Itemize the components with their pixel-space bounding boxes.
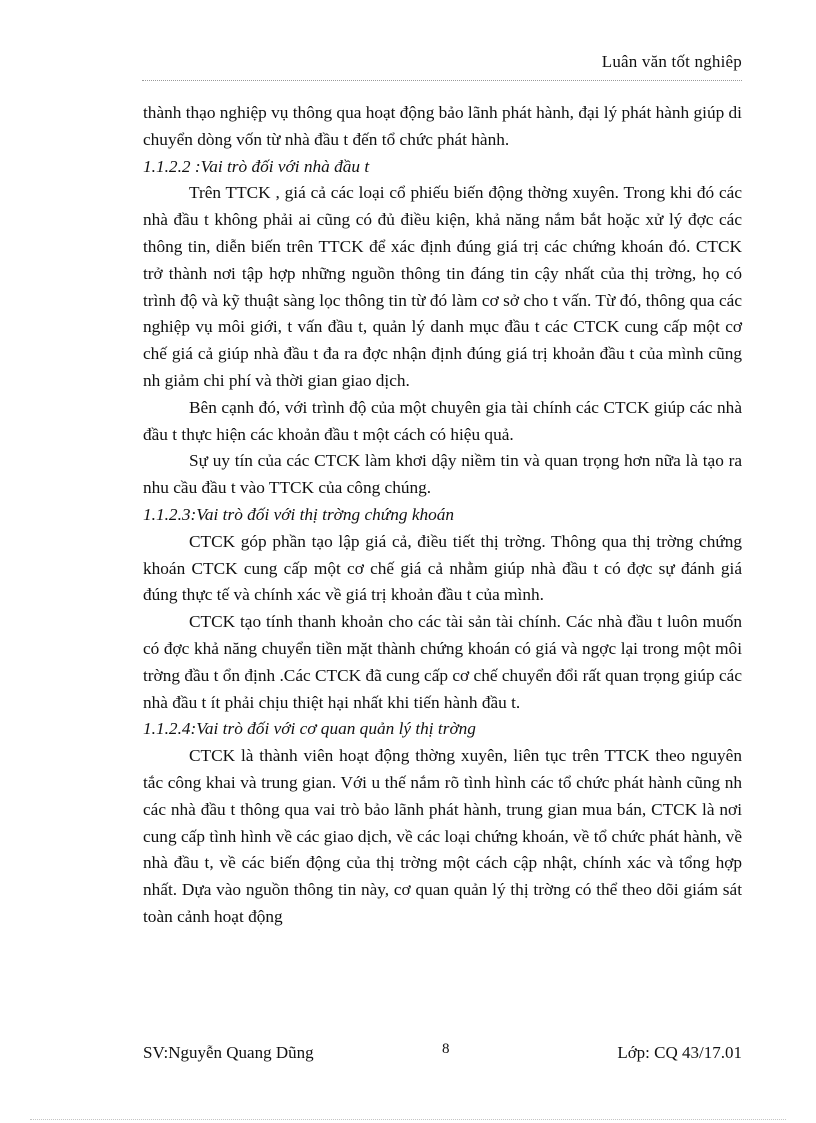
paragraph-trust: Sự uy tín của các CTCK làm khơi dậy niềm tin và quan trọng hơn nữa là tạo ra nhu cầu đầu t vào TTCK của công chúng.: [143, 451, 742, 498]
page-number: 8: [442, 1041, 450, 1057]
paragraph-expertise: Bên cạnh đó, với trình độ của một chuyên gia tài chính các CTCK giúp các nhà đầu t thực hiện các khoản đầu t một cách có hiệu quả.: [143, 397, 742, 444]
section-heading-investor-role: 1.1.2.2 :Vai trò đối với nhà đầu t: [143, 156, 370, 176]
header-divider: [142, 80, 742, 81]
page-bottom-divider: [30, 1119, 786, 1120]
paragraph-continuation: thành thạo nghiệp vụ thông qua hoạt động bảo lãnh phát hành, đại lý phát hành giúp di chuyển dòng vốn từ nhà đầu t đến tổ chức phát hành.: [143, 103, 742, 149]
paragraph-regulator-info: CTCK là thành viên hoạt động thờng xuyên, liên tục trên TTCK theo nguyên tắc công khai và trung gian. Với u thế nắm rõ tình hình các tổ chức phát hành cũng nh các nhà đầu t thông qua vai trò bảo lãnh phát hành, trung gian mua bán, CTCK là nơi cung cấp tình hình về các giao dịch, về các loại chứng khoán, về tổ chức phát hành, về nhà đầu t, về các biến động của thị trờng một cách cập nhật, chính xác và tổng hợp nhất. Dựa vào nguồn thông tin này, cơ quan quản lý thị trờng có thể theo dõi giám sát toàn cảnh hoạt động: [143, 746, 742, 926]
running-header-title: Luân văn tốt nghiêp: [601, 52, 742, 71]
paragraph-investor-info: Trên TTCK , giá cả các loại cổ phiếu biến động thờng xuyên. Trong khi đó các nhà đầu t không phải ai cũng có đủ điều kiện, khả năng nắm bắt hoặc xử lý đợc các thông tin, diễn biến trên TTCK để xác định đúng giá trị các chứng khoán đó. CTCK trở thành nơi tập hợp những nguồn thông tin đáng tin cậy nhất của thị trờng, họ có trình độ và kỹ thuật sàng lọc thông tin từ đó làm cơ sở cho t vấn. Từ đó, thông qua các nghiệp vụ môi giới, t vấn đầu t, quản lý danh mục đầu t các CTCK cung cấp một cơ chế giá cả giúp nhà đầu t đa ra đợc nhận định đúng giá trị khoản đầu t của mình cũng nh giảm chi phí và thời gian giao dịch.: [143, 183, 742, 390]
section-heading-market-role: 1.1.2.3:Vai trò đối với thị trờng chứng khoán: [143, 504, 455, 524]
footer-class-code: Lớp: CQ 43/17.01: [617, 1043, 742, 1062]
footer-student-name: SV:Nguyễn Quang Dũng: [143, 1043, 314, 1062]
paragraph-liquidity: CTCK tạo tính thanh khoản cho các tài sản tài chính. Các nhà đầu t luôn muốn có đợc khả năng chuyển tiền mặt thành chứng khoán có giá và ngợc lại trong một môi trờng đầu t ổn định .Các CTCK đã cung cấp cơ chế chuyển đổi rất quan trọng giúp các nhà đầu t ít phải chịu thiệt hại nhất khi tiến hành đầu t.: [143, 612, 742, 712]
section-heading-regulator-role: 1.1.2.4:Vai trò đối với cơ quan quản lý thị trờng: [143, 719, 476, 739]
paragraph-price-setting: CTCK góp phần tạo lập giá cả, điều tiết thị trờng. Thông qua thị trờng chứng khoán CTCK cung cấp một cơ chế giá cả nhằm giúp nhà đầu t có đợc sự đánh giá đúng thực tế và chính xác về giá trị khoản đầu t của mình.: [143, 531, 742, 605]
document-body: [143, 100, 742, 931]
